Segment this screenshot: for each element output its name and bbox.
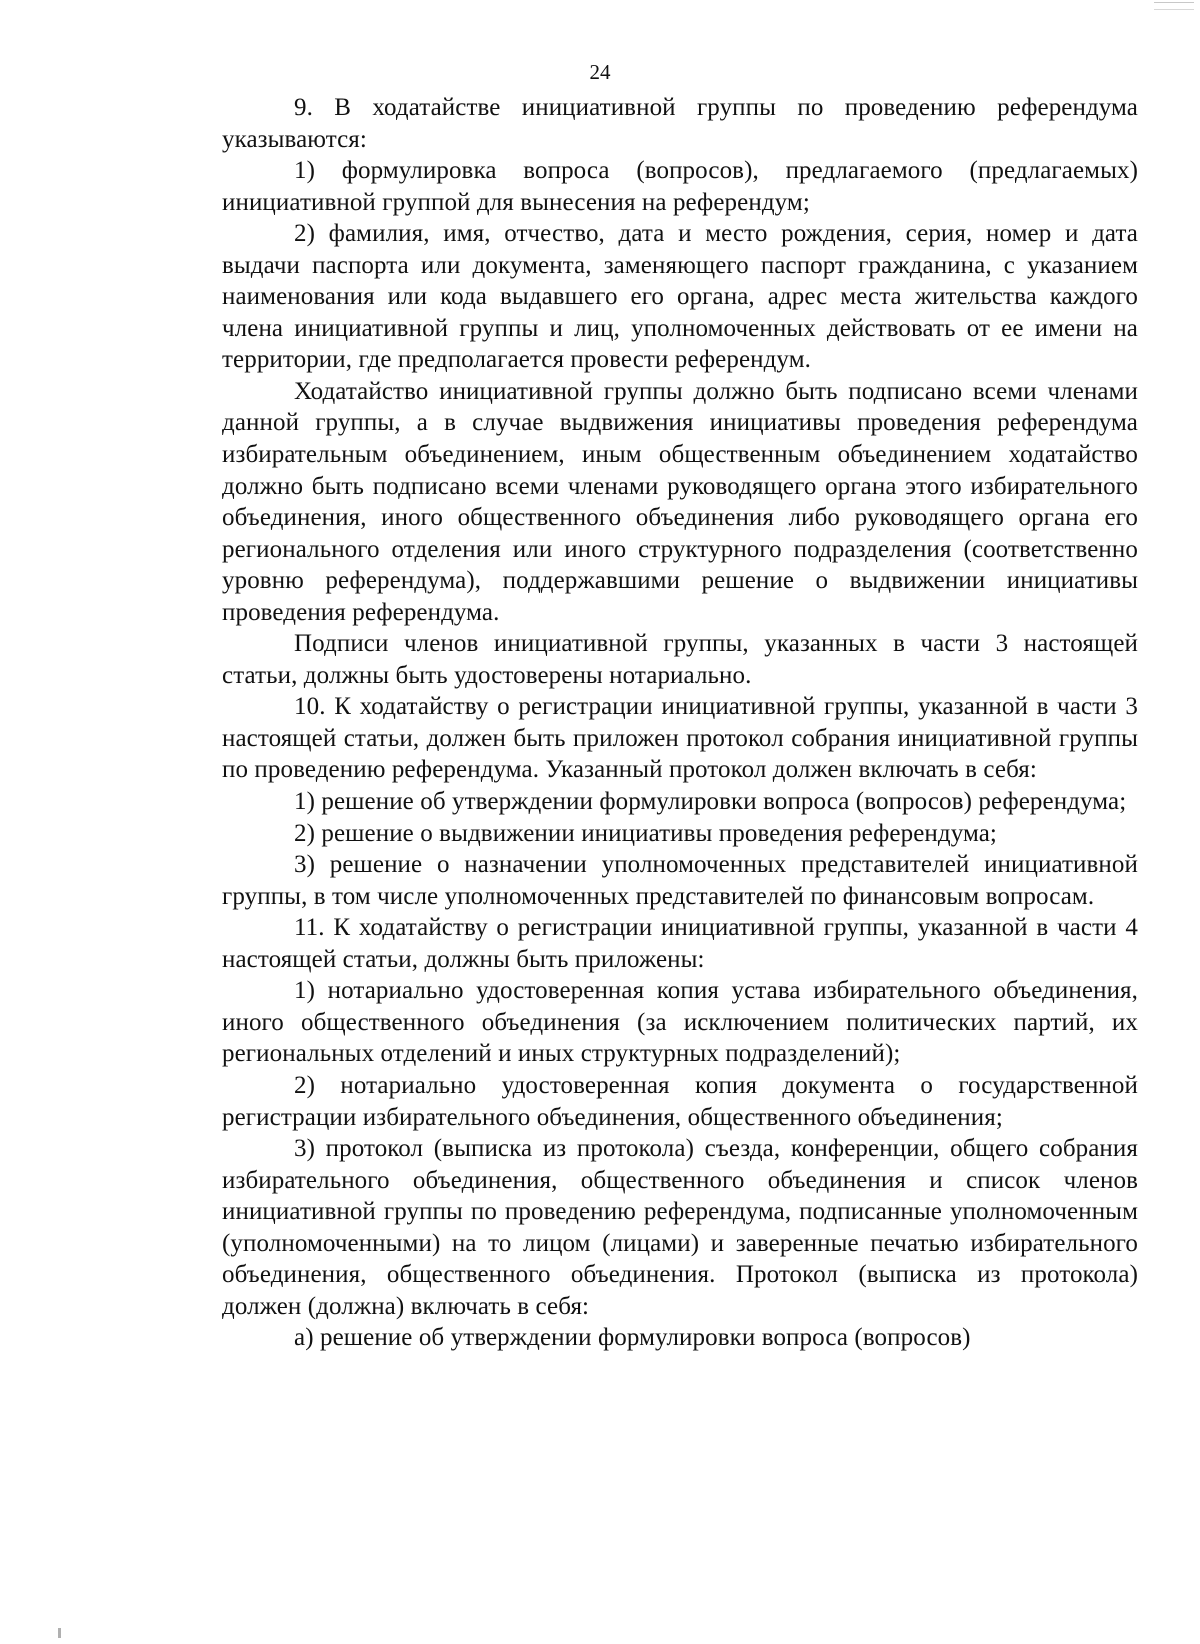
paragraph-9-notarization: Подписи членов инициативной группы, указанных в части 3 настоящей статьи, должны быть удостоверены нотариально. (222, 630, 1138, 689)
scan-edge-dot (58, 1628, 61, 1638)
paragraph-10: 10. К ходатайству о регистрации инициативной группы, указанной в части 3 настоящей статьи, должен быть приложен протокол собрания инициативной группы по проведению референдума. Указанный протокол должен включать в себя: (222, 693, 1138, 784)
paragraph-11-item-1: 1) нотариально удостоверенная копия устава избирательного объединения, иного общественного объединения (за исключением политических партий, их региональных отделений и иных структурных подразделений); (222, 977, 1138, 1068)
paragraph-9-signature-requirement: Ходатайство инициативной группы должно быть подписано всеми членами данной группы, а в случае выдвижения инициативы проведения референдума избирательным объединением, иным общественным объединением ходатайство должно быть подписано всеми членами руководящего органа этого избирательного объединения, иного общественного объединения либо руководящего органа его регионального отделения или иного структурного подразделения (соответственно уровню референдума), поддержавшими решение о выдвижении инициативы проведения референдума. (222, 377, 1138, 626)
paragraph-11-item-2: 2) нотариально удостоверенная копия документа о государственной регистрации избирательного объединения, общественного объединения; (222, 1071, 1138, 1131)
scan-edge-mark (1154, 2, 1194, 10)
document-body (222, 92, 1138, 1354)
paragraph-11-item-3: 3) протокол (выписка из протокола) съезда, конференции, общего собрания избирательного объединения, общественного объединения и список членов инициативной группы по проведению референдума, подписанные уполномоченным (уполномоченными) на то лицом (лицами) и заверенные печатью избирательного объединения, общественного объединения. Протокол (выписка из протокола) должен (должна) включать в себя: (222, 1135, 1138, 1320)
paragraph-9: 9. В ходатайстве инициативной группы по проведению референдума указываются: (222, 94, 1138, 153)
paragraph-9-item-2: 2) фамилия, имя, отчество, дата и место рождения, серия, номер и дата выдачи паспорта или документа, заменяющего паспорт гражданина, с указанием наименования или кода выдавшего его органа, адрес места жительства каждого члена инициативной группы и лиц, уполномоченных действовать от ее имени на территории, где предполагается провести референдум. (222, 220, 1138, 374)
paragraph-10-item-3: 3) решение о назначении уполномоченных представителей инициативной группы, в том числе уполномоченных представителей по финансовым вопросам. (222, 851, 1138, 910)
paragraph-10-item-1: 1) решение об утверждении формулировки вопроса (вопросов) референдума; (294, 788, 1127, 816)
paragraph-10-item-2: 2) решение о выдвижении инициативы проведения референдума; (294, 819, 997, 847)
paragraph-11-item-3-subitem-a: а) решение об утверждении формулировки вопроса (вопросов) (294, 1324, 971, 1352)
paragraph-9-item-1: 1) формулировка вопроса (вопросов), предлагаемого (предлагаемых) инициативной группой для вынесения на референдум; (222, 157, 1138, 216)
paragraph-11: 11. К ходатайству о регистрации инициативной группы, указанной в части 4 настоящей статьи, должны быть приложены: (222, 914, 1138, 973)
page-number: 24 (589, 60, 611, 84)
